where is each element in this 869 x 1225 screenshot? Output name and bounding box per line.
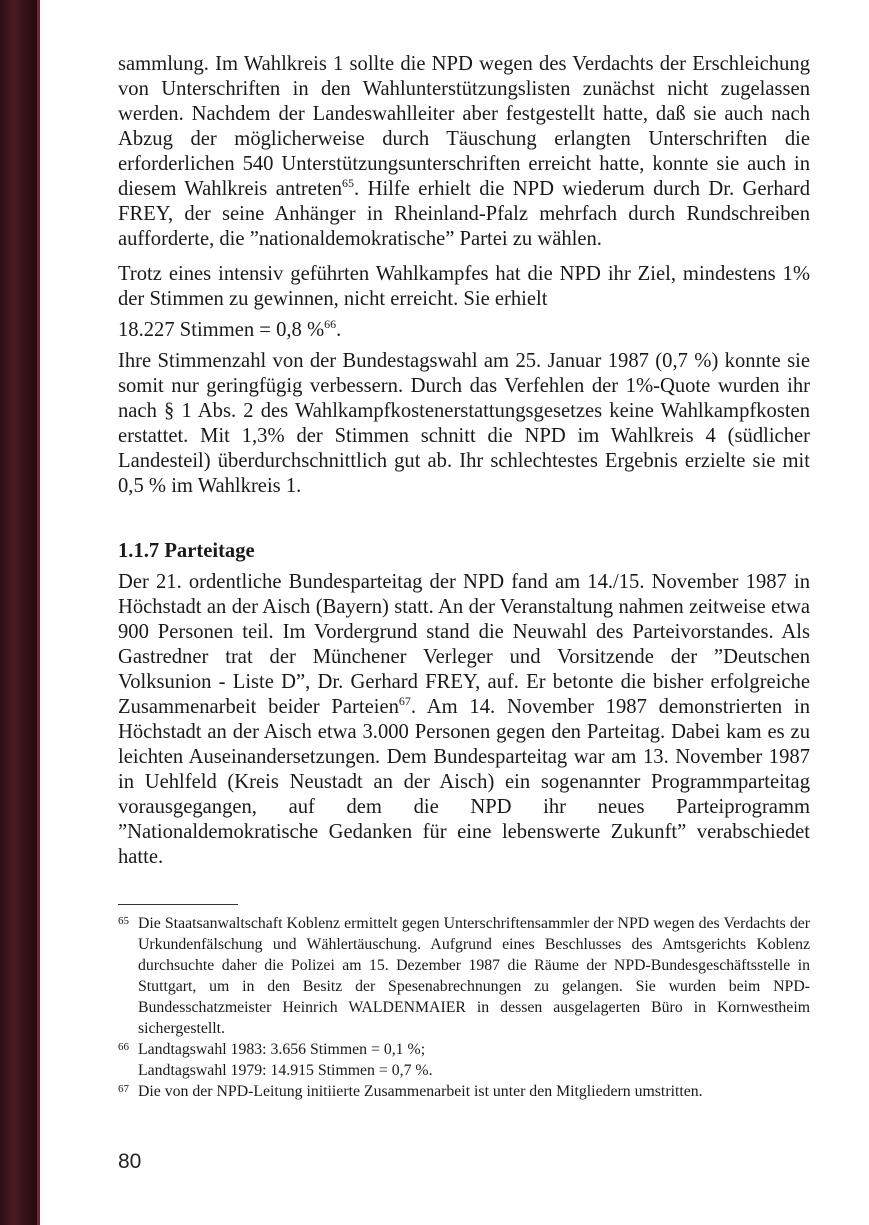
book-binding-edge [0,0,40,1225]
paragraph-bundestagswahl: Ihre Stimmenzahl von der Bundestagswahl am 25. Januar 1987 (0,7 %) konnte sie somit nur geringfügig verbessern. Durch das Verfehlen der 1%-Quote wurden ihr nach § 1 Abs. 2 des Wahlkampfkostenerstattungsgesetzes keine Wahlkampfkosten erstattet. Mit 1,3% der Stimmen schnitt die NPD im Wahlkreis 4 (südlicher Landesteil) überdurchschnittlich gut ab. Ihr schlechtestes Ergebnis erzielte sie mit 0,5 % im Wahlkreis 1. [118,350,810,497]
paragraph-parteitage [118,570,810,870]
paragraph-text: . Am 14. November 1987 demonstrierten in Höchstadt an der Aisch etwa 3.000 Personen gegen den Parteitag. Dabei kam es zu leichten Auseinandersetzungen. Dem Bundesparteitag war am 13. November 1987 in Uehlfeld (Kreis Neustadt an der Aisch) ein sogenannter Programmparteitag vorausgegangen, auf dem die NPD ihr neues Parteiprogramm ”Nationaldemokratische Gedanken für eine lebenswerte Zukunft” verabschiedet hatte. [118,696,811,868]
vote-result: 18.227 Stimmen = 0,8 % [118,319,325,341]
footnote-65 [118,913,810,1039]
paragraph-text: . Hilfe erhielt die NPD wiederum durch Dr. Gerhard FREY, der seine Anhänger in Rheinland-Pfalz mehrfach durch Rundschreiben aufforderte, die ”nationaldemokratische” Partei zu wählen. [118,178,810,250]
footnote-number: 65 [118,915,129,927]
footnote-ref-67[interactable]: 67 [398,694,411,709]
footnote-text: Landtagswahl 1983: 3.656 Stimmen = 0,1 %; [138,1041,426,1058]
footnote-divider [118,904,238,905]
paragraph-wahlkreis [118,52,810,252]
footnote-66 [118,1039,810,1081]
paragraph-stimmen [118,318,810,343]
footnote-ref-65[interactable]: 65 [342,176,355,191]
paragraph-text: Der 21. ordentliche Bundesparteitag der NPD fand am 14./15. November 1987 in Höchstadt an der Aisch (Bayern) statt. An der Veranstaltung nahmen zeitweise etwa 900 Personen teil. Im Vordergrund stand die Neuwahl des Parteivorstandes. Als Gastredner trat der Münchener Verleger und Vorsitzende der ”Deutschen Volksunion - Liste D”, Dr. Gerhard FREY, auf. Er betonte die bisher erfolgreiche Zusammenarbeit beider Parteien [118,571,810,718]
section-heading: 1.1.7 Parteitage [118,540,255,562]
footnote-text: Die von der NPD-Leitung initiierte Zusammenarbeit ist unter den Mitgliedern umstritten. [138,1083,703,1100]
paragraph-text: . [336,319,342,341]
paragraph-text: sammlung. Im Wahlkreis 1 sollte die NPD wegen des Verdachts der Erschleichung von Unterschriften in den Wahlunterstützungslisten zunächst nicht zugelassen werden. Nachdem der Landeswahlleiter aber festgestellt hatte, daß sie auch nach Abzug der möglicherweise durch Täuschung erlangten Unterschriften die erforderlichen 540 Unterstützungsunterschriften erreicht hatte, konnte sie auch in diesem Wahlkreis antreten [118,53,810,200]
footnote-text: Die Staatsanwaltschaft Koblenz ermittelt gegen Unterschriftensammler der NPD wegen des Verdachts der Urkundenfälschung und Wählertäuschung. Aufgrund eines Beschlusses des Amtsgerichts Koblenz durchsuchte daher die Polizei am 15. Dezember 1987 die Räume der NPD-Bundesgeschäftsstelle in Stuttgart, um in den Besitz der Spesenabrechnungen zu gelangen. Sie wurden beim NPD-Bundesschatzmeister Heinrich WALDENMAIER in dessen ausgelagerten Büro in Kornwestheim sichergestellt. [138,915,810,1037]
page-number: 80 [118,1150,142,1173]
footnote-67 [118,1081,810,1102]
paragraph-wahlkampf: Trotz eines intensiv geführten Wahlkampfes hat die NPD ihr Ziel, mindestens 1% der Stimmen zu gewinnen, nicht erreicht. Sie erhielt [118,263,810,310]
footnote-number: 67 [118,1083,129,1095]
document-page [118,52,810,1102]
footnote-number: 66 [118,1041,129,1053]
footnote-text: Landtagswahl 1979: 14.915 Stimmen = 0,7 %. [138,1062,433,1079]
footnote-ref-66[interactable]: 66 [324,317,337,332]
